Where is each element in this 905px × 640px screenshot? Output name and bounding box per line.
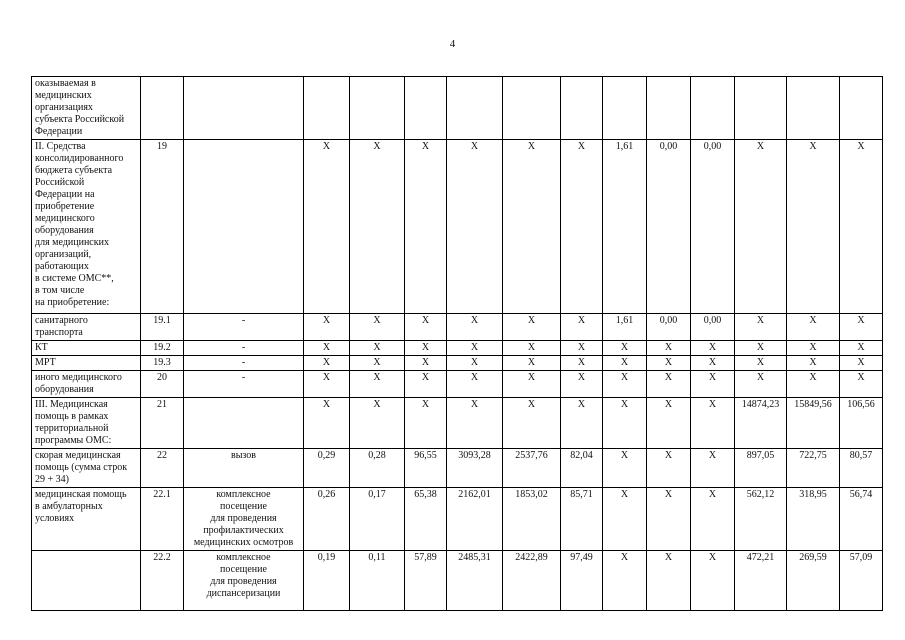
table-cell: X: [447, 371, 503, 398]
table-cell: [503, 77, 561, 140]
table-cell: X: [503, 314, 561, 341]
row-label: [32, 551, 141, 611]
table-cell: 562,12: [735, 488, 787, 551]
table-row: [32, 341, 883, 356]
table-cell: 0,00: [691, 314, 735, 341]
table-cell: [647, 77, 691, 140]
table-cell: X: [603, 551, 647, 611]
row-code: 20: [141, 371, 184, 398]
table-cell: X: [561, 371, 603, 398]
table-cell: X: [447, 341, 503, 356]
table-cell: X: [503, 398, 561, 449]
table-cell: X: [304, 140, 350, 314]
row-unit: комплексное посещение для проведения профилактических медицинских осмотров: [184, 488, 304, 551]
row-unit: -: [184, 356, 304, 371]
table-cell: [735, 77, 787, 140]
table-cell: 0,19: [304, 551, 350, 611]
table-cell: 2485,31: [447, 551, 503, 611]
table-cell: X: [447, 314, 503, 341]
table-cell: [447, 77, 503, 140]
table-cell: X: [561, 398, 603, 449]
row-unit: [184, 77, 304, 140]
table-cell: X: [735, 371, 787, 398]
row-label: скорая медицинская помощь (сумма строк 29 + 34): [32, 449, 141, 488]
table-cell: X: [561, 341, 603, 356]
table-cell: X: [647, 398, 691, 449]
table-cell: X: [840, 356, 883, 371]
table-row: [32, 77, 883, 140]
table-cell: 0,00: [647, 140, 691, 314]
row-label: иного медицинского оборудования: [32, 371, 141, 398]
table-cell: X: [691, 449, 735, 488]
table-cell: [405, 77, 447, 140]
row-label: КТ: [32, 341, 141, 356]
table-cell: X: [691, 398, 735, 449]
table-cell: 106,56: [840, 398, 883, 449]
table-cell: [603, 77, 647, 140]
table-cell: 0,28: [350, 449, 405, 488]
row-code: 19.2: [141, 341, 184, 356]
table-cell: X: [787, 371, 840, 398]
table-row: [32, 140, 883, 314]
table-cell: X: [603, 449, 647, 488]
row-label: медицинская помощь в амбулаторных условиях: [32, 488, 141, 551]
table-cell: X: [405, 341, 447, 356]
table-cell: X: [561, 314, 603, 341]
row-unit: -: [184, 371, 304, 398]
table-cell: X: [503, 356, 561, 371]
table-cell: 1,61: [603, 314, 647, 341]
table-row: [32, 398, 883, 449]
table-cell: 57,89: [405, 551, 447, 611]
table-cell: 65,38: [405, 488, 447, 551]
table-cell: 15849,56: [787, 398, 840, 449]
table-cell: X: [603, 371, 647, 398]
table-cell: X: [350, 371, 405, 398]
table-cell: X: [405, 314, 447, 341]
row-code: 22: [141, 449, 184, 488]
table-cell: 96,55: [405, 449, 447, 488]
table-cell: X: [691, 551, 735, 611]
table-cell: X: [405, 140, 447, 314]
table-cell: 0,00: [691, 140, 735, 314]
table-cell: X: [840, 140, 883, 314]
table-cell: X: [787, 356, 840, 371]
table-cell: X: [647, 356, 691, 371]
row-unit: вызов: [184, 449, 304, 488]
table-cell: X: [503, 371, 561, 398]
table-cell: 2162,01: [447, 488, 503, 551]
table-cell: 0,29: [304, 449, 350, 488]
table-cell: 82,04: [561, 449, 603, 488]
table-cell: X: [603, 341, 647, 356]
table-cell: X: [840, 314, 883, 341]
table-cell: X: [735, 314, 787, 341]
table-cell: 318,95: [787, 488, 840, 551]
table-cell: 3093,28: [447, 449, 503, 488]
row-label: МРТ: [32, 356, 141, 371]
row-code: 19.3: [141, 356, 184, 371]
table-cell: X: [735, 140, 787, 314]
data-table: [31, 76, 883, 611]
table-cell: X: [304, 341, 350, 356]
table-cell: X: [503, 341, 561, 356]
table-cell: X: [603, 488, 647, 551]
table-cell: X: [447, 356, 503, 371]
row-unit: -: [184, 341, 304, 356]
table-cell: X: [561, 140, 603, 314]
table-cell: X: [405, 356, 447, 371]
table-cell: X: [787, 314, 840, 341]
table-cell: X: [647, 551, 691, 611]
table-cell: X: [503, 140, 561, 314]
table-cell: [350, 77, 405, 140]
table-cell: 0,00: [647, 314, 691, 341]
table-cell: 85,71: [561, 488, 603, 551]
table-row: [32, 356, 883, 371]
row-label: оказываемая в медицинских организациях субъекта Российской Федерации: [32, 77, 141, 140]
row-label: III. Медицинская помощь в рамках территориальной программы ОМС:: [32, 398, 141, 449]
table-cell: X: [350, 341, 405, 356]
table-cell: [561, 77, 603, 140]
table-cell: X: [561, 356, 603, 371]
table-cell: 0,17: [350, 488, 405, 551]
table-cell: X: [405, 371, 447, 398]
table-cell: 56,74: [840, 488, 883, 551]
table-row: [32, 314, 883, 341]
table-cell: X: [691, 371, 735, 398]
table-cell: X: [787, 341, 840, 356]
table-cell: X: [447, 140, 503, 314]
table-cell: [691, 77, 735, 140]
row-label: санитарного транспорта: [32, 314, 141, 341]
row-code: 21: [141, 398, 184, 449]
table-cell: X: [691, 488, 735, 551]
table-cell: X: [647, 371, 691, 398]
table-cell: X: [603, 356, 647, 371]
table-cell: X: [405, 398, 447, 449]
row-label: II. Средства консолидированного бюджета субъекта Российской Федерации на приобретение медицинского оборудования для медицинских организаций, работающих в системе ОМС**, в том числе на приобретение:: [32, 140, 141, 314]
table-cell: 14874,23: [735, 398, 787, 449]
table-cell: X: [840, 341, 883, 356]
table-cell: X: [647, 341, 691, 356]
row-code: 19.1: [141, 314, 184, 341]
table-cell: X: [447, 398, 503, 449]
table-cell: 57,09: [840, 551, 883, 611]
table-cell: 0,11: [350, 551, 405, 611]
table-cell: X: [735, 356, 787, 371]
table-cell: X: [691, 341, 735, 356]
row-unit: [184, 140, 304, 314]
table-cell: X: [647, 488, 691, 551]
table-cell: 2537,76: [503, 449, 561, 488]
table-cell: X: [350, 140, 405, 314]
table-cell: 269,59: [787, 551, 840, 611]
table-row: [32, 371, 883, 398]
table-cell: 80,57: [840, 449, 883, 488]
table-row: [32, 449, 883, 488]
table-cell: X: [350, 356, 405, 371]
row-code: 22.2: [141, 551, 184, 611]
table-cell: X: [350, 398, 405, 449]
row-unit: -: [184, 314, 304, 341]
table-cell: 0,26: [304, 488, 350, 551]
row-unit: комплексное посещение для проведения диспансеризации: [184, 551, 304, 611]
page-number: 4: [449, 38, 456, 50]
table-cell: [304, 77, 350, 140]
row-code: 19: [141, 140, 184, 314]
table-cell: X: [691, 356, 735, 371]
table-cell: [787, 77, 840, 140]
table-cell: X: [735, 341, 787, 356]
table-cell: 1,61: [603, 140, 647, 314]
table-row: [32, 551, 883, 611]
table-row: [32, 488, 883, 551]
table-cell: X: [304, 356, 350, 371]
table-cell: 2422,89: [503, 551, 561, 611]
table-cell: [840, 77, 883, 140]
row-code: 22.1: [141, 488, 184, 551]
table-cell: X: [304, 371, 350, 398]
table-cell: X: [787, 140, 840, 314]
table-cell: 1853,02: [503, 488, 561, 551]
table-cell: X: [603, 398, 647, 449]
table-cell: 722,75: [787, 449, 840, 488]
row-unit: [184, 398, 304, 449]
table-cell: X: [647, 449, 691, 488]
table-cell: X: [304, 314, 350, 341]
table-cell: 97,49: [561, 551, 603, 611]
table-cell: X: [304, 398, 350, 449]
table-cell: 472,21: [735, 551, 787, 611]
row-code: [141, 77, 184, 140]
table-cell: X: [840, 371, 883, 398]
table-cell: 897,05: [735, 449, 787, 488]
table-cell: X: [350, 314, 405, 341]
